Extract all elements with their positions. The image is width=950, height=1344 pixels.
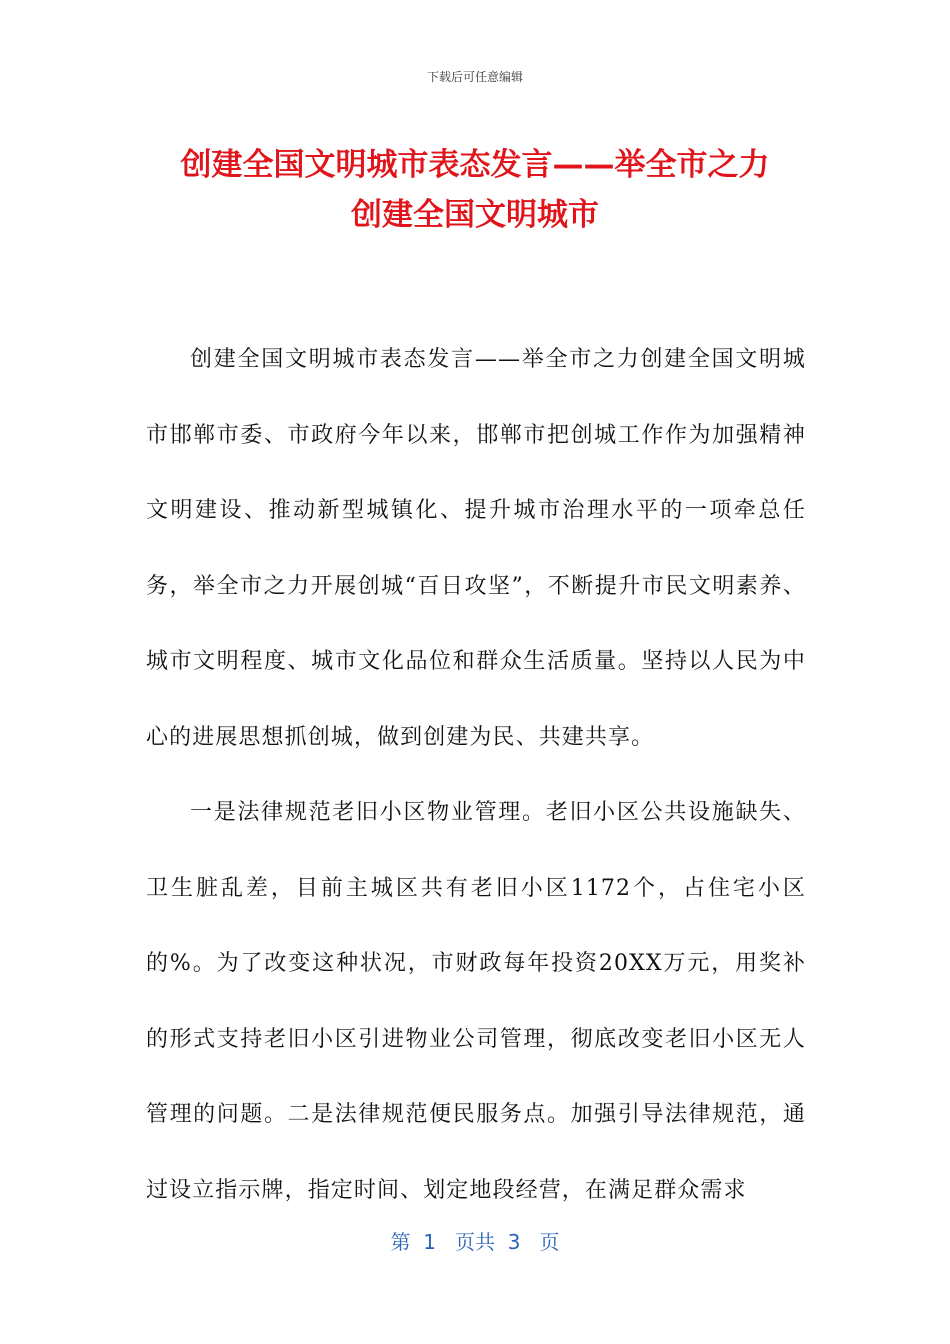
document-body (146, 322, 806, 1228)
document-title (100, 140, 850, 240)
title-line-2: 创建全国文明城市 (351, 197, 599, 233)
page-number: 第 1 页共 3 页 (390, 1230, 560, 1254)
paragraph-measures: 一是法律规范老旧小区物业管理。老旧小区公共设施缺失、卫生脏乱差，目前主城区共有老旧小区1172个，占住宅小区的%。为了改变这种状况，市财政每年投资20XX万元，用奖补的形式支持老旧小区引进物业公司管理，彻底改变老旧小区无人管理的问题。二是法律规范便民服务点。加强引导法律规范，通过设立指示牌，指定时间、划定地段经营，在满足群众需求 (146, 800, 806, 1203)
paragraph-intro: 创建全国文明城市表态发言——举全市之力创建全国文明城市邯郸市委、市政府今年以来，邯郸市把创城工作作为加强精神文明建设、推动新型城镇化、提升城市治理水平的一项牵总任务，举全市之力开展创城“百日攻坚”，不断提升市民文明素养、城市文明程度、城市文化品位和群众生活质量。坚持以人民为中心的进展思想抓创城，做到创建为民、共建共享。 (146, 347, 806, 750)
title-line-1: 创建全国文明城市表态发言——举全市之力 (180, 147, 770, 183)
header-note: 下载后可任意编辑 (426, 70, 523, 84)
